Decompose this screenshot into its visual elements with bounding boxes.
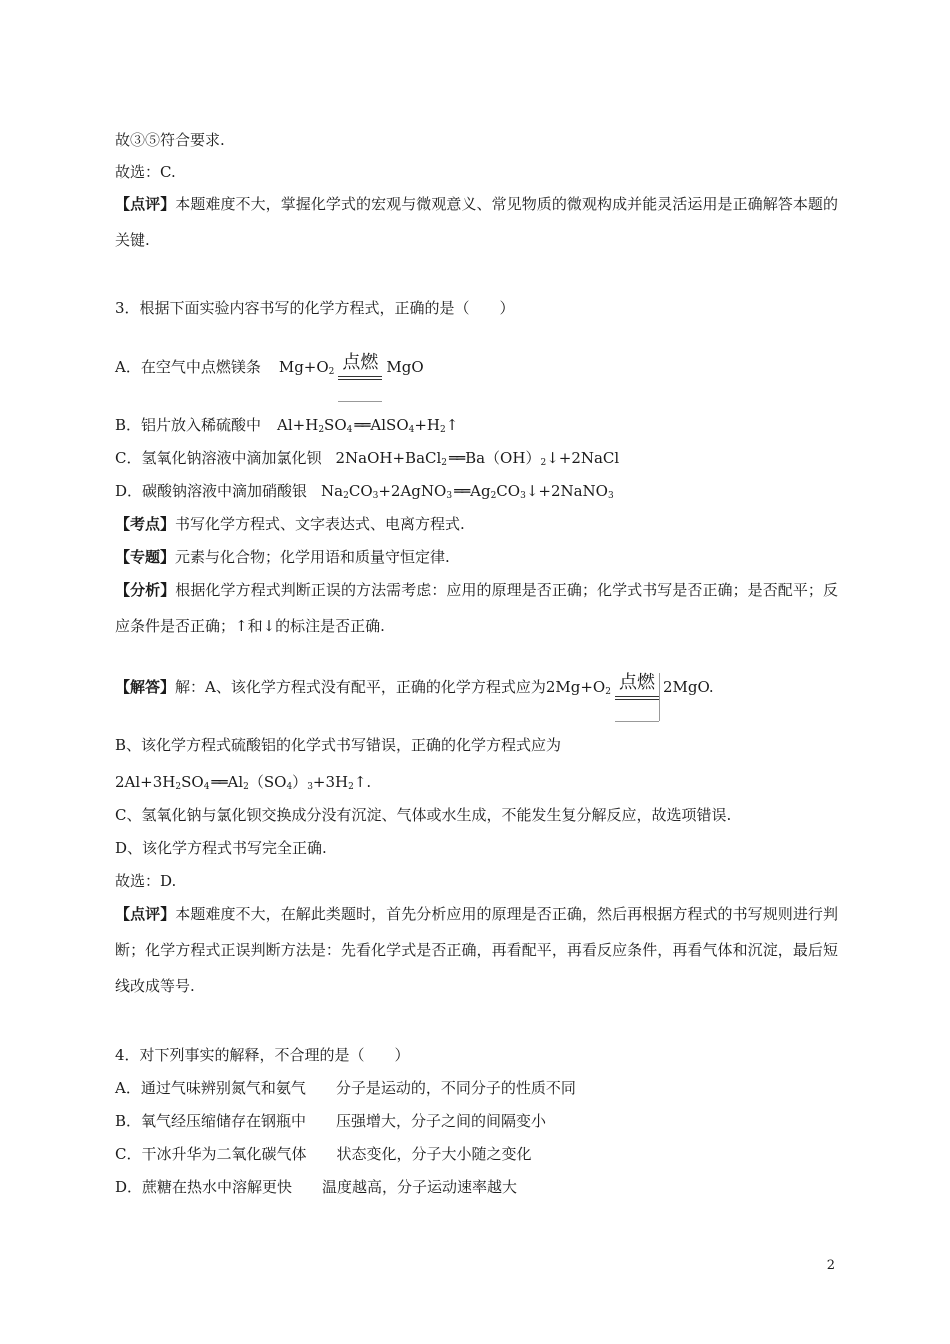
q3-jieda-a — [115, 672, 838, 697]
subscript: 2 — [175, 782, 182, 792]
eq-part: Al+H — [277, 416, 319, 434]
subscript: 4 — [346, 425, 353, 435]
q3-jieda-c: C、氢氧化钠与氯化钡交换成分没有沉淀、气体或水生成，不能发生复分解反应，故选项错误. — [115, 806, 732, 824]
eq-part: Ba（OH） — [465, 449, 541, 467]
q3-jieda-d: D、该化学方程式书写完全正确. — [115, 839, 327, 857]
subscript: 3 — [607, 491, 614, 501]
eq-part: CO — [348, 482, 373, 500]
q3-option-a — [115, 352, 838, 377]
q3-jieda-b-equation — [115, 772, 838, 792]
eq-part: Al — [227, 773, 244, 791]
jieda-tag: 【解答】 — [115, 678, 176, 696]
subscript: 2 — [441, 458, 448, 468]
eq-part: CO — [496, 482, 521, 500]
eq-part: SO — [181, 773, 204, 791]
gas-arrow: ↑. — [353, 773, 372, 791]
kaodian-text: 书写化学方程式、文字表达式、电离方程式. — [175, 515, 465, 533]
q2-analysis-line: 故③⑤符合要求. — [115, 131, 225, 149]
zhuanti-tag: 【专题】 — [115, 548, 176, 566]
q3-kaodian — [115, 514, 838, 534]
subscript: 2 — [328, 367, 335, 377]
equals-sign: ══ — [354, 416, 369, 434]
kaodian-tag: 【考点】 — [115, 515, 176, 533]
q4-stem: 4．对下列事实的解释，不合理的是（ ） — [115, 1046, 410, 1064]
q3-option-b — [115, 415, 838, 435]
option-d-label: D．碳酸钠溶液中滴加硝酸银 — [115, 482, 308, 500]
option-explanation: 分子是运动的，不同分子的性质不同 — [335, 1079, 576, 1097]
eq-part: ） — [292, 773, 308, 791]
subscript: 2 — [605, 687, 611, 697]
option-b-label: B．铝片放入稀硫酸中 — [115, 416, 262, 434]
eq-part: ↓+2NaCl — [546, 449, 620, 467]
fenxi-tag: 【分析】 — [115, 581, 176, 599]
q2-answer: 故选：C. — [115, 163, 176, 181]
fenxi-text: 根据化学方程式判断正误的方法需考虑：应用的原理是否正确；化学式书写是否正确；是否配平；反应条件是否正确；↑和↓的标注是否正确. — [115, 581, 838, 635]
equals-sign: ══ — [454, 482, 469, 500]
eq-part: 2NaOH+BaCl — [335, 449, 442, 467]
jieda-a-text: 解：A、该化学方程式没有配平，正确的化学方程式应为2Mg+O — [175, 678, 606, 696]
q3-stem: 3．根据下面实验内容书写的化学方程式，正确的是（ ） — [115, 299, 515, 317]
subscript: 3 — [520, 491, 526, 501]
zhuanti-text: 元素与化合物；化学用语和质量守恒定律. — [175, 548, 450, 566]
q3-option-c — [115, 448, 838, 468]
q4-option-d — [115, 1177, 838, 1197]
eq-part: Na — [321, 482, 344, 500]
subscript: 2 — [318, 425, 325, 435]
q4-option-a — [115, 1078, 838, 1098]
gas-arrow: ↑ — [445, 416, 459, 434]
eq-part: Ag — [470, 482, 491, 500]
q3-option-d — [115, 481, 838, 501]
option-explanation: 压强增大，分子之间的间隔变小 — [336, 1112, 547, 1130]
option-fact: A．通过气味辨别氮气和氨气 — [115, 1079, 306, 1097]
q4-option-c — [115, 1144, 838, 1164]
comment-text: 本题难度不大，在解此类题时，首先分析应用的原理是否正确，然后再根据方程式的书写规则进行判断；化学方程式正误判断方法是：先看化学式是否正确，再看配平，再看反应条件，再看气体和沉淀，最后短线改成等号. — [115, 905, 838, 995]
option-fact: B．氧气经压缩储存在钢瓶中 — [115, 1112, 307, 1130]
subscript: 2 — [243, 782, 249, 792]
option-c-label: C．氢氧化钠溶液中滴加氯化钡 — [115, 449, 322, 467]
option-a-eq-left: Mg+O — [278, 358, 329, 376]
q3-jieda-b: B、该化学方程式硫酸铝的化学式书写错误，正确的化学方程式应为 — [115, 736, 562, 754]
option-fact: C．干冰升华为二氧化碳气体 — [115, 1145, 307, 1163]
equals-sign: ══ — [449, 449, 464, 467]
subscript: 4 — [286, 782, 293, 792]
subscript: 4 — [408, 425, 415, 435]
option-explanation: 状态变化，分子大小随之变化 — [336, 1145, 532, 1163]
q3-answer: 故选：D. — [115, 872, 177, 890]
subscript: 4 — [203, 782, 210, 792]
subscript: 3 — [372, 491, 379, 501]
subscript: 3 — [307, 782, 313, 792]
eq-part: SO — [324, 416, 347, 434]
condition-text: 点燃 — [342, 352, 379, 373]
condition-text: 点燃 — [618, 672, 655, 693]
option-explanation: 温度越高，分子运动速率越大 — [322, 1178, 518, 1196]
subscript: 3 — [446, 491, 453, 501]
page-number: 2 — [826, 1258, 835, 1273]
q3-comment — [115, 896, 838, 1004]
reaction-condition — [338, 353, 382, 373]
subscript: 2 — [348, 782, 354, 792]
comment-tag: 【点评】 — [115, 905, 176, 923]
subscript: 2 — [540, 458, 547, 468]
eq-part: AlSO — [370, 416, 409, 434]
option-a-eq-right: MgO — [386, 358, 424, 376]
subscript: 2 — [440, 425, 446, 435]
subscript: 2 — [490, 491, 497, 501]
equals-sign: ══ — [211, 773, 226, 791]
q4-option-b — [115, 1111, 838, 1131]
eq-part: 2Al+3H — [115, 773, 176, 791]
jieda-a-product: 2MgO. — [662, 678, 714, 696]
eq-part: +3H — [312, 773, 349, 791]
eq-part: （SO — [248, 773, 287, 791]
eq-part: +2AgNO — [378, 482, 447, 500]
subscript: 2 — [343, 491, 349, 501]
reaction-condition — [615, 673, 659, 693]
comment-tag: 【点评】 — [115, 195, 176, 213]
q3-fenxi — [115, 572, 838, 644]
eq-part: +H — [414, 416, 441, 434]
option-a-label: A．在空气中点燃镁条 — [115, 358, 261, 376]
eq-part: ↓+2NaNO — [525, 482, 608, 500]
option-fact: D．蔗糖在热水中溶解更快 — [115, 1178, 293, 1196]
q3-zhuanti — [115, 547, 838, 567]
comment-text: 本题难度不大，掌握化学式的宏观与微观意义、常见物质的微观构成并能灵活运用是正确解答本题的关键. — [115, 195, 838, 249]
q2-comment — [115, 186, 838, 258]
